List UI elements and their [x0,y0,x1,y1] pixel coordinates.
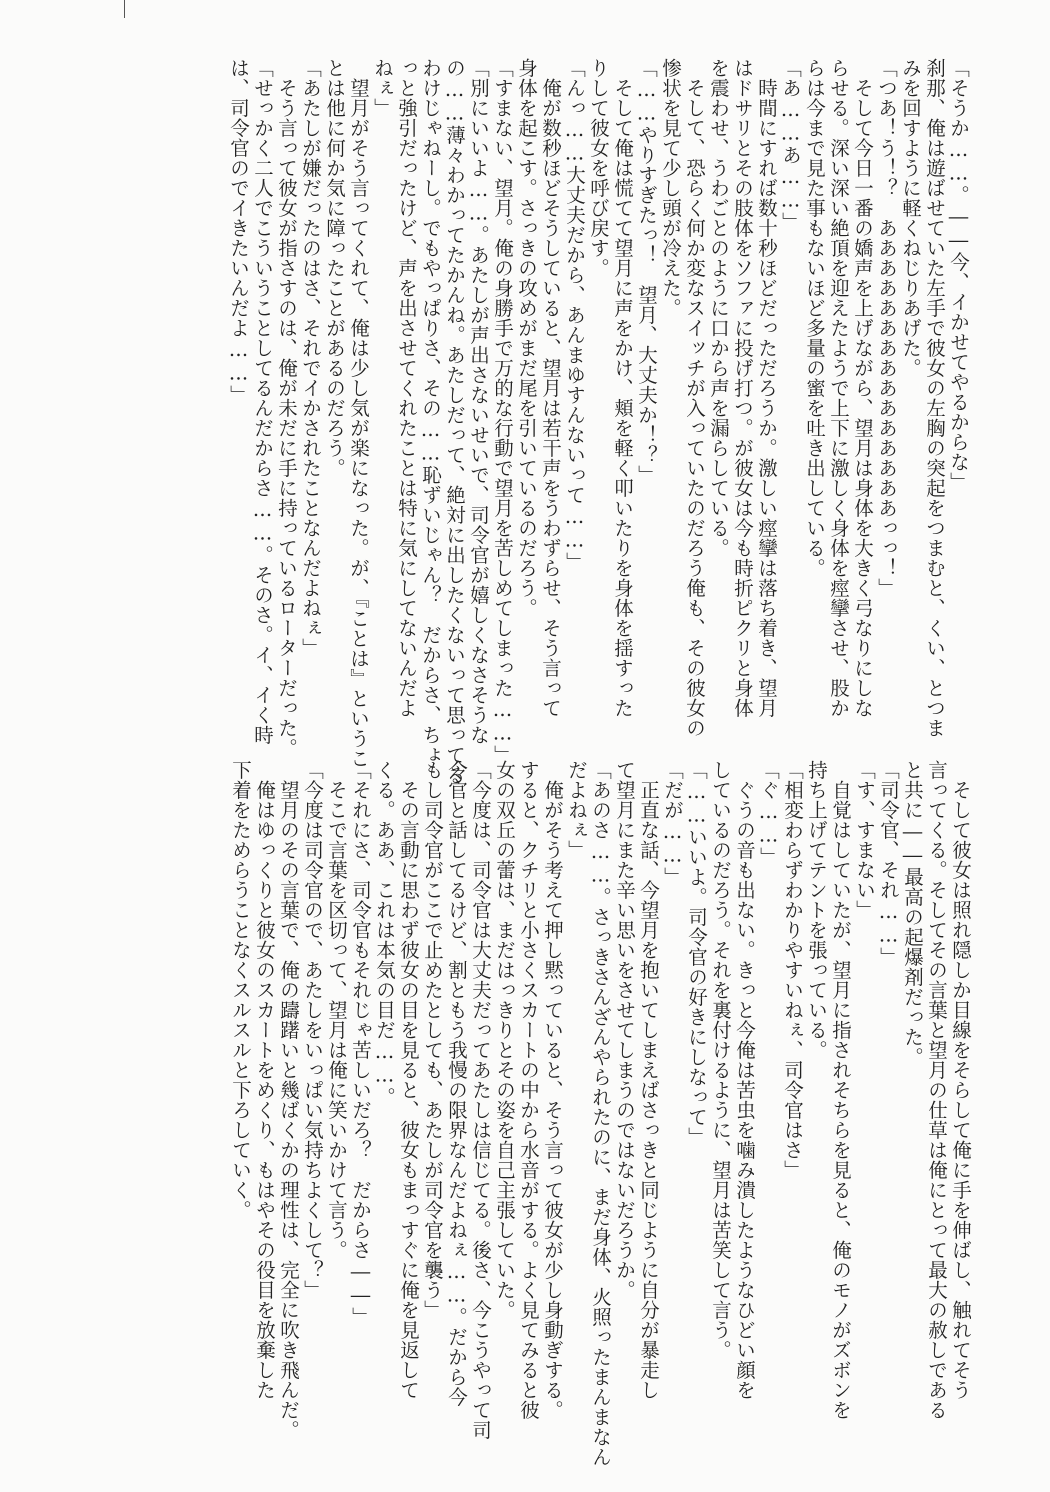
text-line: と共に――最高の起爆剤だった。 [901,760,924,1067]
text-line: 「んっ……大丈夫だから、あんまゆすんないって……」 [563,58,586,572]
text-line: 刹那、俺は遊ばせていた左手で彼女の左胸の突起をつまむと、くい、とつま [923,58,946,738]
text-line: 「だが……」 [661,760,684,887]
text-line: 「相変わらずわかりやすいねぇ、司令官はさ」 [781,760,804,1180]
text-line: 「す、すまない」 [853,760,876,920]
text-line: の……薄々わかってたかんね。あたしだって、絶対に出したくないって思ってる [443,58,466,785]
text-line: 「今度は司令官ので、あたしをいっぱい気持ちよくして？」 [301,760,324,1300]
text-line: 「……いいよ。司令官の好きにしなって」 [685,760,708,1147]
text-line: 「せっかく二人でこういうことしてるんだからさ……。そのさ。イ、イく時 [251,58,274,745]
text-line: 望月がそう言ってくれて、俺は少し気が楽になった。が、『ことは』というこ [347,58,370,769]
text-line: すると、クチリと小さくスカートの中から水音がする。よく見てみると彼 [517,760,540,1420]
text-line: そして、恐らく何か変なスイッチが入っていたのだろう俺も、その彼女の [683,58,706,738]
text-line: 持ち上げてテントを張っている。 [805,760,828,1060]
text-line: 望月のその言葉で、俺の躊躇いと幾ばくかの理性は、完全に吹き飛んだ。 [277,760,300,1440]
text-line: ねぇ」 [371,58,394,118]
text-line: ぐうの音も出ない。きっと今俺は苦虫を噛み潰したようなひどい顔を [733,760,756,1400]
text-line: くる。ああ、これは本気の目だ……。 [373,760,396,1107]
text-line: 「つあ！う！？ あああああああああああああああっっ！」 [875,58,898,598]
text-line: そして俺は慌てて望月に声をかけ、頬を軽く叩いたりを身体を揺すった [611,58,634,718]
text-line: て望月にまた辛い思いをさせてしまうのではないだろうか。 [613,760,636,1300]
text-line: 身体を起こす。さっきの攻めがまだ尾を引いているのだろう。 [515,58,538,618]
text-line: そして彼女は照れ隠しか目線をそらして俺に手を伸ばし、触れてそう [949,760,972,1400]
text-line: 「司令官、それ……」 [877,760,900,967]
text-line: その言動に思わず彼女の目を見ると、彼女もまっすぐに俺を見返して [397,760,420,1400]
text-line: とは他に何か気に障ったことがあるのだろう。 [323,58,346,478]
text-line: 「あ……あ……」 [779,58,802,232]
text-line: らは今まで見た事もないほど多量の蜜を吐き出している。 [803,58,826,578]
text-line: 時間にすれば数十秒ほどだっただろうか。激しい痙攣は落ち着き、望月 [755,58,778,718]
text-line: 正直な話、今望月を抱いてしまえばさっきと同じように自分が暴走し [637,760,660,1400]
text-line: しているのだろう。それを裏付けるように、望月は苦笑して言う。 [709,760,732,1360]
text-line: もし司令官がここで止めたとしても、あたしが司令官を襲う」 [421,760,444,1320]
text-line: そこで言葉を区切って、望月は俺に笑いかけて言う。 [325,760,348,1260]
text-line: 自覚はしていたが、望月に指されそちらを見ると、俺のモノがズボンを [829,760,852,1420]
text-line: 「別にいいよ……。あたしが声出さないせいで、司令官が嬉しくなさそうな [467,58,490,745]
text-line: りして彼女を呼び戻す。 [587,58,610,278]
text-line: っと強引だったけど、声を出させてくれたことは特に気にしてないんだよ [395,58,418,718]
text-line: わけじゃねーし。でもやっぱりさ、その……恥ずいじゃん？ だからさ、ちょ [419,58,442,765]
text-line: 「あたしが嫌だったのはさ、それでイかされたことなんだよねぇ」 [299,58,322,658]
text-line: 「あのさ……。さっきさんざんやられたのに、まだ身体、火照ったまんまなん [589,760,612,1467]
text-line: そして今日一番の嬌声を上げながら、望月は身体を大きく弓なりにしな [851,58,874,718]
text-line: そう言って彼女が指さすのは、俺が未だに手に持っているローターだった。 [275,58,298,758]
text-line: 下着をためらうことなくスルスルと下ろしていく。 [229,760,252,1220]
crop-mark [124,0,125,18]
text-line: 惨状を見て少し頭が冷えた。 [659,58,682,318]
text-block-top [226,58,970,785]
text-line: 言ってくる。そしてその言葉と望月の仕草は俺にとって最大の赦しである [925,760,948,1420]
text-line: 「そうか……。――今、イかせてやるからな」 [947,58,970,492]
text-line: は、司令官のでイきたいんだよ……」 [227,58,250,405]
text-line: 「……やりすぎたっ！ 望月、大丈夫か！？」 [635,58,658,485]
text-line: 「すまない、望月。俺の身勝手で万的な行動で望月を苦しめてしまった……」 [491,58,514,765]
text-line: 俺が数秒ほどそうしていると、望月は若干声をうわずらせ、そう言って [539,58,562,718]
text-line: 「それにさ、司令官もそれじゃ苦しいだろ？ だからさ――」 [349,760,372,1327]
text-line: を震わせ、うわごとのように口から声を漏らしている。 [707,58,730,558]
text-line: 女の双丘の蕾は、まだはっきりとその姿を自己主張していた。 [493,760,516,1320]
text-line: だよねぇ」 [565,760,588,860]
text-line: 令官と話してるけど、割ともう我慢の限界なんだよねぇ……。だから今 [445,760,468,1407]
text-line: みを回すように軽くねじりあげた。 [899,58,922,378]
text-line: 「ぐ……」 [757,760,780,867]
text-line: らせる。深い深い絶頂を迎えたようで上下に激しく身体を痙攣させ、股か [827,58,850,718]
text-line: 「今度は、司令官は大丈夫だってあたしは信じてる。後さ、今こうやって司 [469,760,492,1440]
text-block-bottom [228,760,972,1467]
text-line: はドサリとその肢体をソファに投げ打つ。が彼女は今も時折ピクリと身体 [731,58,754,718]
text-line: 俺がそう考えて押し黙っていると、そう言って彼女が少し身動ぎする。 [541,760,564,1420]
text-line: 俺はゆっくりと彼女のスカートをめくり、もはやその役目を放棄した [253,760,276,1400]
